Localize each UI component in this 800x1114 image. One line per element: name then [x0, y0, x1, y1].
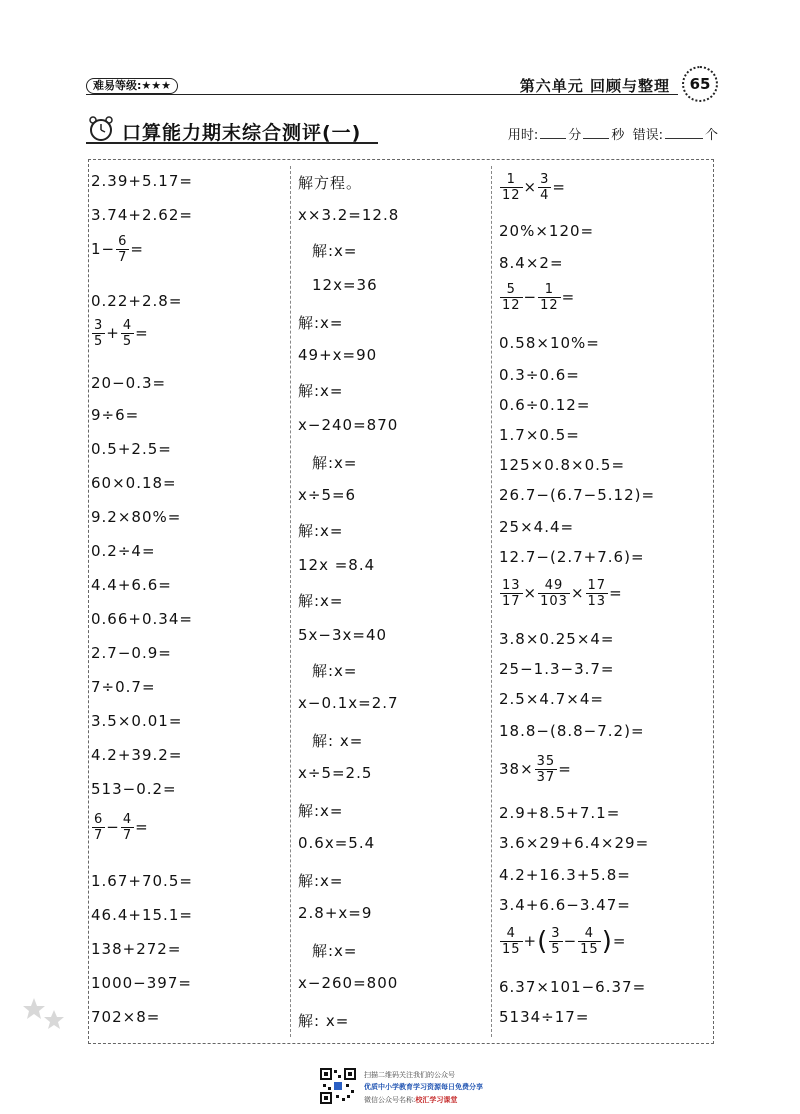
problem: 4.2+16.3+5.8= [499, 866, 631, 884]
problem: 20−0.3= [91, 374, 167, 392]
footer-slogan: 优质中小学教育学习资源每日免费分享 [364, 1083, 483, 1091]
time-error-record [508, 124, 718, 143]
footer-brand: 校汇学习课堂 [415, 1096, 458, 1104]
equation: 2.8+x=9 [298, 904, 373, 922]
problem: 12.7−(2.7+7.6)= [499, 548, 645, 566]
star-decoration-icon [20, 996, 90, 1036]
problem: 2.9+8.5+7.1= [499, 804, 621, 822]
fraction: $\frac{13}{17}$ [502, 578, 521, 609]
solution-line: 解: x= [298, 1012, 350, 1030]
fraction: $\frac{6}{7}$ [118, 234, 128, 265]
problem: 0.22+2.8= [91, 292, 183, 310]
problem: 1.7×0.5= [499, 426, 580, 444]
problem: 20%×120= [499, 222, 595, 240]
fraction: $\frac{3}{4}$ [540, 172, 550, 203]
problem-fraction: $\frac{5}{12}$ − $\frac{1}{12}$ = [502, 282, 576, 313]
problem: 5134÷17= [499, 1008, 590, 1026]
problem: 4.4+6.6= [91, 576, 172, 594]
minute-blank[interactable] [540, 127, 566, 139]
fraction: $\frac{3}{5}$ [551, 926, 561, 957]
fraction: $\frac{6}{7}$ [94, 812, 104, 843]
equation: 5x−3x=40 [298, 626, 388, 644]
second-blank[interactable] [583, 127, 609, 139]
problem: 0.5+2.5= [91, 440, 172, 458]
problem: 1.67+70.5= [91, 872, 193, 890]
solution-line: 解:x= [312, 454, 358, 472]
equation: 12x =8.4 [298, 556, 376, 574]
problem: 3.4+6.6−3.47= [499, 896, 631, 914]
column-equations [292, 160, 490, 1043]
problem-fraction: 1− $\frac{6}{7}$ = [91, 234, 144, 265]
problem: 0.3÷0.6= [499, 366, 580, 384]
fraction: $\frac{4}{15}$ [580, 926, 599, 957]
solution-line: 解: x= [312, 732, 364, 750]
problem-fraction: $\frac{4}{15}$ +( $\frac{3}{5}$ − $\frac{4}{15}$ )= [502, 926, 627, 957]
problem-fraction: 38× $\frac{35}{37}$ = [499, 754, 572, 785]
equation: x÷5=6 [298, 486, 357, 504]
problem-fraction: $\frac{6}{7}$ − $\frac{4}{7}$ = [94, 812, 149, 843]
problem: 0.6÷0.12= [499, 396, 591, 414]
problem: 138+272= [91, 940, 182, 958]
problem-fraction: $\frac{13}{17}$ × $\frac{49}{103}$ × $\frac{17}{13}$ = [502, 578, 623, 609]
problem: 8.4×2= [499, 254, 564, 272]
solution-line: 解:x= [298, 802, 344, 820]
alarm-clock-icon [86, 114, 116, 144]
error-blank[interactable] [665, 127, 703, 139]
problem: 0.58×10%= [499, 334, 600, 352]
problem: 26.7−(6.7−5.12)= [499, 486, 656, 504]
fraction: $\frac{5}{12}$ [502, 282, 521, 313]
column-mixed-operations [493, 160, 715, 1043]
problem: 125×0.8×0.5= [499, 456, 626, 474]
column-mental-math [89, 160, 289, 1043]
worksheet-title: 口算能力期末综合测评(一) [122, 122, 362, 144]
count-unit: 个 [704, 128, 718, 143]
problem: 1000−397= [91, 974, 192, 992]
problem: 0.66+0.34= [91, 610, 193, 628]
section-heading: 解方程。 [298, 174, 363, 192]
problem: 3.5×0.01= [91, 712, 183, 730]
problem: 60×0.18= [91, 474, 177, 492]
problem: 25−1.3−3.7= [499, 660, 615, 678]
problem: 4.2+39.2= [91, 746, 183, 764]
problem: 25×4.4= [499, 518, 575, 536]
solution-line: 解:x= [298, 872, 344, 890]
problem: 9.2×80%= [91, 508, 182, 526]
problem: 2.39+5.17= [91, 172, 193, 190]
equation: x÷5=2.5 [298, 764, 373, 782]
fraction: $\frac{4}{15}$ [502, 926, 521, 957]
problem-fraction: $\frac{3}{5}$ + $\frac{4}{5}$ = [94, 318, 149, 349]
equation: x×3.2=12.8 [298, 206, 400, 224]
fraction: $\frac{1}{12}$ [540, 282, 559, 313]
problem: 3.6×29+6.4×29= [499, 834, 650, 852]
second-label: 秒 [611, 128, 625, 143]
problem: 3.74+2.62= [91, 206, 193, 224]
fraction: $\frac{17}{13}$ [587, 578, 607, 609]
unit-title: 第六单元 回顾与整理 [519, 77, 670, 95]
title-underline [86, 142, 378, 144]
problem: 3.8×0.25×4= [499, 630, 615, 648]
fraction: $\frac{3}{5}$ [94, 318, 104, 349]
time-label: 用时: [507, 128, 539, 143]
equation: 12x=36 [312, 276, 378, 294]
page-footer [320, 1068, 500, 1108]
worksheet-area [88, 159, 714, 1044]
difficulty-badge: 难易等级:★★★ [86, 78, 178, 94]
problem: 702×8= [91, 1008, 161, 1026]
qr-code-icon[interactable] [320, 1068, 356, 1104]
problem: 6.37×101−6.37= [499, 978, 647, 996]
solution-line: 解:x= [298, 592, 344, 610]
equation: x−0.1x=2.7 [298, 694, 399, 712]
fraction: $\frac{4}{7}$ [122, 812, 133, 843]
problem: 0.2÷4= [91, 542, 156, 560]
column-divider [491, 166, 492, 1037]
fraction: $\frac{4}{5}$ [122, 318, 133, 349]
problem: 18.8−(8.8−7.2)= [499, 722, 645, 740]
problem: 513−0.2= [91, 780, 177, 798]
solution-line: 解:x= [312, 242, 358, 260]
equation: x−240=870 [298, 416, 399, 434]
column-divider [290, 166, 291, 1037]
fraction: $\frac{1}{12}$ [502, 172, 521, 203]
equation: 0.6x=5.4 [298, 834, 376, 852]
problem: 2.5×4.7×4= [499, 690, 604, 708]
solution-line: 解:x= [298, 382, 344, 400]
minute-label: 分 [568, 128, 582, 143]
equation: x−260=800 [298, 974, 399, 992]
problem: 9÷6= [91, 406, 140, 424]
solution-line: 解:x= [312, 662, 358, 680]
error-label: 错误: [632, 128, 663, 143]
footer-account: 微信公众号名称:校汇学习课堂 [364, 1096, 458, 1104]
fraction: $\frac{49}{103}$ [540, 578, 568, 609]
problem: 7÷0.7= [91, 678, 156, 696]
solution-line: 解:x= [298, 314, 344, 332]
solution-line: 解:x= [312, 942, 358, 960]
problem-fraction: $\frac{1}{12}$ × $\frac{3}{4}$ = [502, 172, 566, 203]
solution-line: 解:x= [298, 522, 344, 540]
page-header [86, 72, 718, 98]
page-number: 65 [682, 66, 718, 102]
problem: 2.7−0.9= [91, 644, 172, 662]
fraction: $\frac{35}{37}$ [536, 754, 556, 785]
footer-scan-text: 扫描二维码关注我们的公众号 [364, 1071, 455, 1079]
title-row [86, 112, 718, 148]
problem: 46.4+15.1= [91, 906, 193, 924]
equation: 49+x=90 [298, 346, 378, 364]
